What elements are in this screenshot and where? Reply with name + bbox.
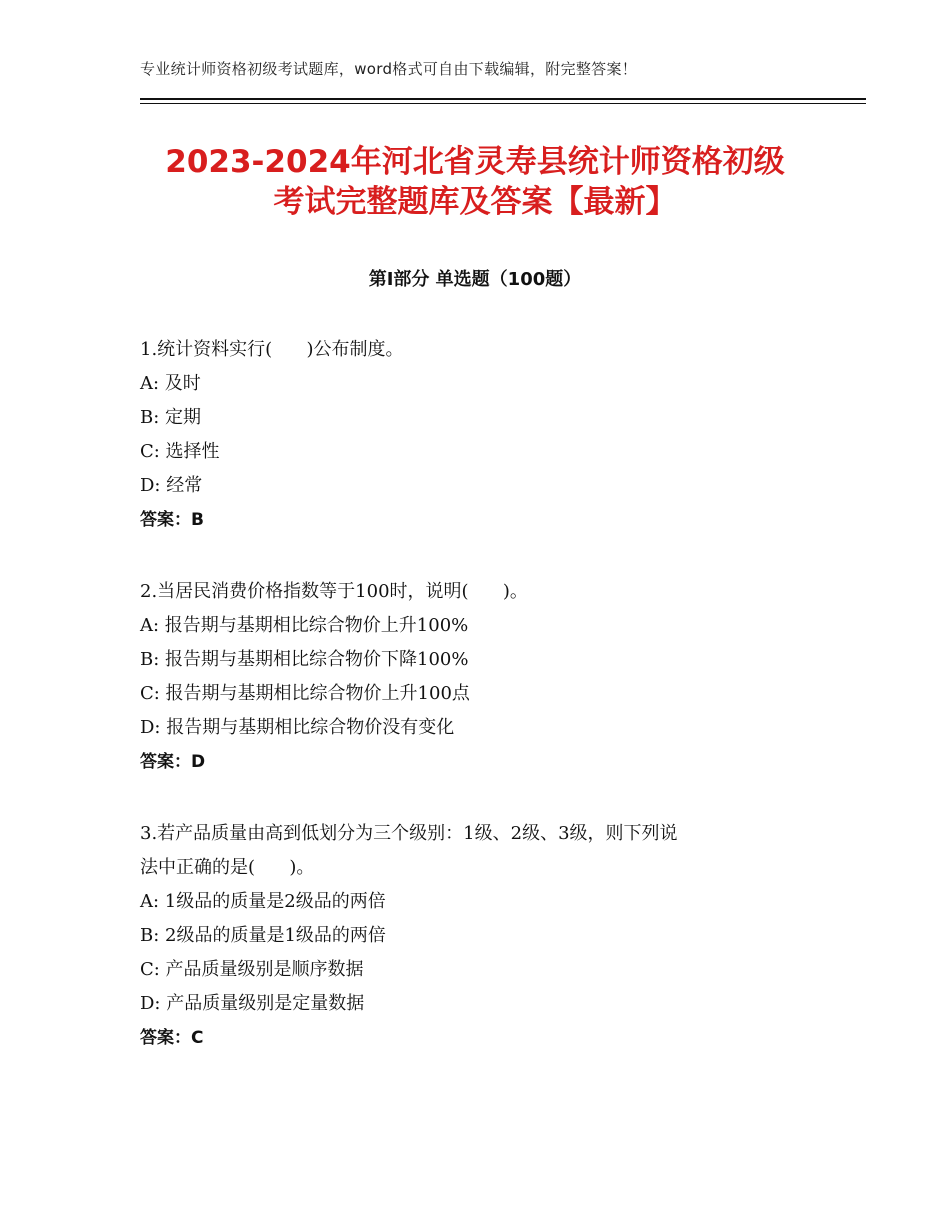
option-d: D: 报告期与基期相比综合物价没有变化 bbox=[140, 717, 455, 738]
option-d: D: 产品质量级别是定量数据 bbox=[140, 993, 365, 1014]
section-heading: 第Ⅰ部分 单选题（100题） bbox=[368, 269, 582, 290]
document-title-line-1: 2023-2024年河北省灵寿县统计师资格初级 bbox=[165, 144, 785, 180]
header-rule-thin bbox=[140, 103, 866, 104]
option-a: A: 及时 bbox=[140, 373, 201, 394]
option-d: D: 经常 bbox=[140, 475, 203, 496]
option-b: B: 2级品的质量是1级品的两倍 bbox=[140, 925, 386, 946]
document-title-line-2: 考试完整题库及答案【最新】 bbox=[273, 184, 677, 220]
option-c: C: 选择性 bbox=[140, 441, 220, 462]
option-a: A: 报告期与基期相比综合物价上升100% bbox=[140, 615, 469, 636]
question-stem: 3.若产品质量由高到低划分为三个级别：1级、2级、3级，则下列说 bbox=[140, 823, 678, 844]
option-c: C: 报告期与基期相比综合物价上升100点 bbox=[140, 683, 470, 704]
document-title bbox=[100, 142, 850, 222]
option-a: A: 1级品的质量是2级品的两倍 bbox=[140, 891, 386, 912]
question-stem: 1.统计资料实行( )公布制度。 bbox=[140, 339, 404, 360]
answer-label: 答案：C bbox=[140, 1028, 204, 1048]
question-2 bbox=[140, 575, 810, 779]
option-c: C: 产品质量级别是顺序数据 bbox=[140, 959, 364, 980]
question-stem-continued: 法中正确的是( )。 bbox=[140, 857, 315, 878]
question-list bbox=[140, 333, 810, 1093]
answer-label: 答案：B bbox=[140, 510, 204, 530]
question-3 bbox=[140, 817, 810, 1055]
answer-label: 答案：D bbox=[140, 752, 206, 772]
header-rule-thick bbox=[140, 98, 866, 100]
question-1 bbox=[140, 333, 810, 537]
question-stem: 2.当居民消费价格指数等于100时，说明( )。 bbox=[140, 581, 528, 602]
option-b: B: 报告期与基期相比综合物价下降100% bbox=[140, 649, 469, 670]
option-b: B: 定期 bbox=[140, 407, 202, 428]
page-header-text: 专业统计师资格初级考试题库，word格式可自由下载编辑，附完整答案！ bbox=[140, 60, 638, 78]
